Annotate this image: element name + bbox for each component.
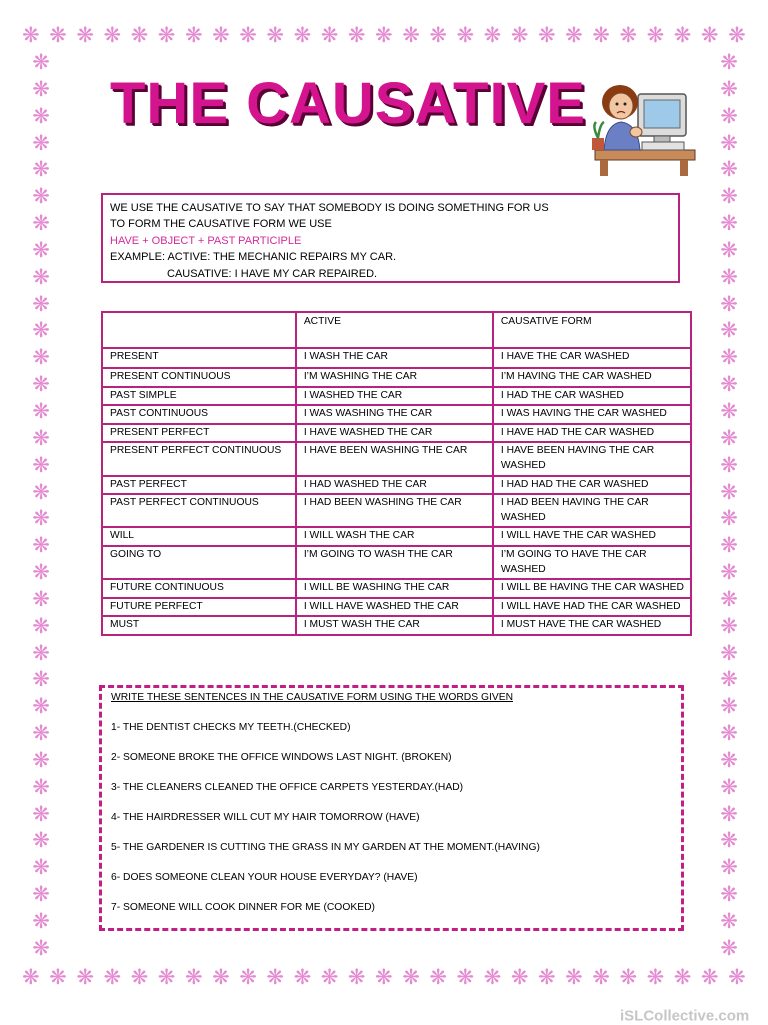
flower-icon: ❋ xyxy=(402,23,420,47)
tense-cell: WILL xyxy=(102,527,296,546)
tense-cell: PRESENT CONTINUOUS xyxy=(102,368,296,387)
flower-icon: ❋ xyxy=(429,965,447,989)
intro-line: TO FORM THE CAUSATIVE FORM WE USE xyxy=(110,218,332,231)
active-cell: I HAD BEEN WASHING THE CAR xyxy=(296,494,493,527)
flower-icon: ❋ xyxy=(720,50,738,74)
tense-cell: FUTURE CONTINUOUS xyxy=(102,579,296,598)
example-line: EXAMPLE: ACTIVE: THE MECHANIC REPAIRS MY CAR. xyxy=(110,251,397,264)
flower-icon: ❋ xyxy=(483,23,502,47)
flower-icon: ❋ xyxy=(720,640,738,665)
flower-icon: ❋ xyxy=(728,965,746,989)
flower-icon: ❋ xyxy=(720,667,738,692)
flower-icon: ❋ xyxy=(320,965,339,989)
flower-icon: ❋ xyxy=(720,452,738,477)
flower-icon: ❋ xyxy=(103,965,122,989)
flower-icon: ❋ xyxy=(32,721,50,746)
flower-icon: ❋ xyxy=(592,965,610,989)
exercise-item: 7- SOMEONE WILL COOK DINNER FOR ME (COOKED) xyxy=(111,902,375,913)
flower-icon: ❋ xyxy=(32,479,50,504)
causative-cell: I WAS HAVING THE CAR WASHED xyxy=(493,405,691,424)
flower-icon: ❋ xyxy=(720,909,738,933)
flower-icon: ❋ xyxy=(239,965,257,989)
flower-icon: ❋ xyxy=(700,965,719,989)
flower-icon: ❋ xyxy=(32,398,50,423)
flower-icon: ❋ xyxy=(720,318,738,343)
flower-icon: ❋ xyxy=(266,965,285,989)
causative-cell: I’M HAVING THE CAR WASHED xyxy=(493,368,691,387)
flower-icon: ❋ xyxy=(32,184,50,209)
table-row xyxy=(102,546,691,579)
exercise-item: 5- THE GARDENER IS CUTTING THE GRASS IN MY GARDEN AT THE MOMENT.(HAVING) xyxy=(111,842,540,853)
flower-icon: ❋ xyxy=(720,425,738,450)
flower-icon: ❋ xyxy=(720,560,738,585)
active-cell: I WASH THE CAR xyxy=(296,348,493,368)
flower-border-left xyxy=(24,50,58,960)
table-row xyxy=(102,348,691,368)
table-row xyxy=(102,476,691,495)
flower-icon: ❋ xyxy=(76,23,94,47)
flower-icon: ❋ xyxy=(347,965,366,989)
tense-cell: PRESENT xyxy=(102,348,296,368)
exercise-box xyxy=(99,685,684,931)
example-line: CAUSATIVE: I HAVE MY CAR REPAIRED. xyxy=(167,267,378,280)
flower-icon: ❋ xyxy=(32,694,50,719)
flower-icon: ❋ xyxy=(157,965,176,989)
flower-icon: ❋ xyxy=(537,965,556,989)
tense-cell: PAST CONTINUOUS xyxy=(102,405,296,424)
flower-icon: ❋ xyxy=(157,23,176,47)
flower-icon: ❋ xyxy=(720,398,738,423)
flower-icon: ❋ xyxy=(293,23,312,47)
flower-icon: ❋ xyxy=(32,533,50,558)
flower-icon: ❋ xyxy=(483,965,502,989)
active-cell: I MUST WASH THE CAR xyxy=(296,616,493,635)
flower-icon: ❋ xyxy=(510,965,529,989)
flower-icon: ❋ xyxy=(130,23,149,47)
causative-cell: I HAD THE CAR WASHED xyxy=(493,387,691,406)
flower-icon: ❋ xyxy=(212,23,230,47)
flower-icon: ❋ xyxy=(720,506,738,531)
flower-icon: ❋ xyxy=(32,237,50,262)
flower-icon: ❋ xyxy=(22,965,40,989)
flower-icon: ❋ xyxy=(32,211,50,236)
flower-icon: ❋ xyxy=(22,23,40,47)
active-cell: I WASHED THE CAR xyxy=(296,387,493,406)
flower-icon: ❋ xyxy=(456,965,475,989)
flower-icon: ❋ xyxy=(32,828,50,853)
flower-icon: ❋ xyxy=(32,372,50,397)
flower-icon: ❋ xyxy=(673,965,692,989)
flower-icon: ❋ xyxy=(537,23,556,47)
flower-icon: ❋ xyxy=(720,157,738,182)
causative-cell: I’M GOING TO HAVE THE CAR WASHED xyxy=(493,546,691,579)
flower-icon: ❋ xyxy=(32,76,50,101)
tense-cell: GOING TO xyxy=(102,546,296,579)
flower-icon: ❋ xyxy=(32,506,50,531)
causative-cell: I HAVE THE CAR WASHED xyxy=(493,348,691,368)
flower-border-bottom xyxy=(22,960,746,994)
flower-icon: ❋ xyxy=(720,774,738,799)
tense-cell: PAST SIMPLE xyxy=(102,387,296,406)
flower-icon: ❋ xyxy=(375,965,393,989)
exercise-item: 3- THE CLEANERS CLEANED THE OFFICE CARPETS YESTERDAY.(HAD) xyxy=(111,782,464,793)
flower-icon: ❋ xyxy=(32,855,50,880)
flower-icon: ❋ xyxy=(76,965,94,989)
flower-icon: ❋ xyxy=(375,23,393,47)
flower-icon: ❋ xyxy=(565,23,583,47)
flower-icon: ❋ xyxy=(720,291,738,316)
flower-icon: ❋ xyxy=(212,965,230,989)
flower-icon: ❋ xyxy=(49,965,67,989)
flower-icon: ❋ xyxy=(720,828,738,853)
flower-icon: ❋ xyxy=(32,560,50,585)
table-row xyxy=(102,579,691,598)
table-header-row xyxy=(102,312,691,348)
flower-icon: ❋ xyxy=(32,667,50,692)
flower-icon: ❋ xyxy=(32,613,50,638)
woman-at-computer-icon xyxy=(590,72,700,182)
table-row xyxy=(102,527,691,546)
active-cell: I WILL HAVE WASHED THE CAR xyxy=(296,598,493,617)
flower-icon: ❋ xyxy=(619,965,638,989)
table-row xyxy=(102,405,691,424)
flower-border-top xyxy=(22,18,746,52)
flower-icon: ❋ xyxy=(720,721,738,746)
table-row xyxy=(102,442,691,475)
flower-icon: ❋ xyxy=(720,855,738,880)
flower-icon: ❋ xyxy=(720,882,738,907)
flower-icon: ❋ xyxy=(32,264,50,289)
tense-cell: PAST PERFECT xyxy=(102,476,296,495)
flower-icon: ❋ xyxy=(720,372,738,397)
intro-box xyxy=(101,193,680,283)
exercise-item: 2- SOMEONE BROKE THE OFFICE WINDOWS LAST NIGHT. (BROKEN) xyxy=(111,752,452,763)
flower-icon: ❋ xyxy=(266,23,285,47)
table-header-cell xyxy=(102,312,296,348)
causative-cell: I HAD HAD THE CAR WASHED xyxy=(493,476,691,495)
flower-icon: ❋ xyxy=(320,23,339,47)
flower-icon: ❋ xyxy=(49,23,67,47)
flower-icon: ❋ xyxy=(32,935,50,960)
intro-line: WE USE THE CAUSATIVE TO SAY THAT SOMEBODY IS DOING SOMETHING FOR US xyxy=(110,202,549,214)
flower-icon: ❋ xyxy=(184,965,203,989)
watermark: iSLCollective.com xyxy=(620,1007,750,1025)
flower-icon: ❋ xyxy=(720,747,738,772)
exercise-title: WRITE THESE SENTENCES IN THE CAUSATIVE FORM USING THE WORDS GIVEN xyxy=(111,692,514,703)
flower-icon: ❋ xyxy=(293,965,312,989)
flower-icon: ❋ xyxy=(456,23,475,47)
flower-icon: ❋ xyxy=(728,23,746,47)
causative-cell: I HAVE BEEN HAVING THE CAR WASHED xyxy=(493,442,691,475)
exercise-item: 1- THE DENTIST CHECKS MY TEETH.(CHECKED) xyxy=(111,722,351,733)
flower-icon: ❋ xyxy=(32,345,50,370)
flower-icon: ❋ xyxy=(720,184,738,209)
active-cell: I’M WASHING THE CAR xyxy=(296,368,493,387)
flower-icon: ❋ xyxy=(32,801,50,826)
flower-icon: ❋ xyxy=(32,882,50,907)
tense-cell: MUST xyxy=(102,616,296,635)
flower-icon: ❋ xyxy=(103,23,122,47)
flower-icon: ❋ xyxy=(720,533,738,558)
flower-icon: ❋ xyxy=(32,909,50,933)
flower-icon: ❋ xyxy=(32,747,50,772)
flower-icon: ❋ xyxy=(32,640,50,665)
flower-icon: ❋ xyxy=(720,479,738,504)
flower-icon: ❋ xyxy=(720,211,738,236)
flower-icon: ❋ xyxy=(592,23,610,47)
flower-icon: ❋ xyxy=(32,586,50,611)
active-cell: I WAS WASHING THE CAR xyxy=(296,405,493,424)
flower-icon: ❋ xyxy=(720,694,738,719)
causative-cell: I HAVE HAD THE CAR WASHED xyxy=(493,424,691,443)
exercise-item: 4- THE HAIRDRESSER WILL CUT MY HAIR TOMORROW (HAVE) xyxy=(111,812,420,823)
table-row xyxy=(102,616,691,635)
tense-cell: PAST PERFECT CONTINUOUS xyxy=(102,494,296,527)
flower-icon: ❋ xyxy=(673,23,692,47)
flower-icon: ❋ xyxy=(720,586,738,611)
causative-cell: I WILL BE HAVING THE CAR WASHED xyxy=(493,579,691,598)
tense-cell: FUTURE PERFECT xyxy=(102,598,296,617)
flower-icon: ❋ xyxy=(32,157,50,182)
flower-icon: ❋ xyxy=(32,425,50,450)
table-row xyxy=(102,494,691,527)
causative-table xyxy=(101,311,692,636)
tense-cell: PRESENT PERFECT CONTINUOUS xyxy=(102,442,296,475)
causative-cell: I HAD BEEN HAVING THE CAR WASHED xyxy=(493,494,691,527)
flower-icon: ❋ xyxy=(429,23,447,47)
flower-icon: ❋ xyxy=(720,345,738,370)
flower-icon: ❋ xyxy=(32,452,50,477)
flower-icon: ❋ xyxy=(32,103,50,128)
formula-line: HAVE + OBJECT + PAST PARTICIPLE xyxy=(110,234,302,247)
active-cell: I WILL WASH THE CAR xyxy=(296,527,493,546)
table-header-cell: CAUSATIVE FORM xyxy=(493,312,691,348)
flower-icon: ❋ xyxy=(565,965,583,989)
flower-icon: ❋ xyxy=(720,935,738,960)
flower-icon: ❋ xyxy=(646,23,665,47)
flower-icon: ❋ xyxy=(130,965,149,989)
flower-icon: ❋ xyxy=(32,774,50,799)
exercise-item: 6- DOES SOMEONE CLEAN YOUR HOUSE EVERYDAY? (HAVE) xyxy=(111,872,418,883)
active-cell: I HAD WASHED THE CAR xyxy=(296,476,493,495)
active-cell: I WILL BE WASHING THE CAR xyxy=(296,579,493,598)
table-row xyxy=(102,598,691,617)
active-cell: I HAVE WASHED THE CAR xyxy=(296,424,493,443)
table-row xyxy=(102,424,691,443)
tense-cell: PRESENT PERFECT xyxy=(102,424,296,443)
causative-cell: I WILL HAVE HAD THE CAR WASHED xyxy=(493,598,691,617)
flower-icon: ❋ xyxy=(510,23,529,47)
flower-icon: ❋ xyxy=(720,130,738,155)
table-row xyxy=(102,368,691,387)
flower-icon: ❋ xyxy=(32,291,50,316)
flower-icon: ❋ xyxy=(32,50,50,74)
flower-icon: ❋ xyxy=(239,23,257,47)
flower-icon: ❋ xyxy=(32,130,50,155)
flower-icon: ❋ xyxy=(720,76,738,101)
flower-icon: ❋ xyxy=(646,965,665,989)
causative-cell: I MUST HAVE THE CAR WASHED xyxy=(493,616,691,635)
flower-icon: ❋ xyxy=(720,801,738,826)
table-row xyxy=(102,387,691,406)
flower-icon: ❋ xyxy=(720,613,738,638)
flower-icon: ❋ xyxy=(619,23,638,47)
flower-icon: ❋ xyxy=(347,23,366,47)
flower-icon: ❋ xyxy=(184,23,203,47)
table-header-cell: ACTIVE xyxy=(296,312,493,348)
flower-icon: ❋ xyxy=(720,237,738,262)
flower-icon: ❋ xyxy=(720,264,738,289)
causative-cell: I WILL HAVE THE CAR WASHED xyxy=(493,527,691,546)
flower-icon: ❋ xyxy=(720,103,738,128)
active-cell: I’M GOING TO WASH THE CAR xyxy=(296,546,493,579)
active-cell: I HAVE BEEN WASHING THE CAR xyxy=(296,442,493,475)
flower-icon: ❋ xyxy=(700,23,719,47)
page-title: THE CAUSATIVE xyxy=(110,71,586,136)
flower-border-right xyxy=(712,50,746,960)
flower-icon: ❋ xyxy=(32,318,50,343)
flower-icon: ❋ xyxy=(402,965,420,989)
